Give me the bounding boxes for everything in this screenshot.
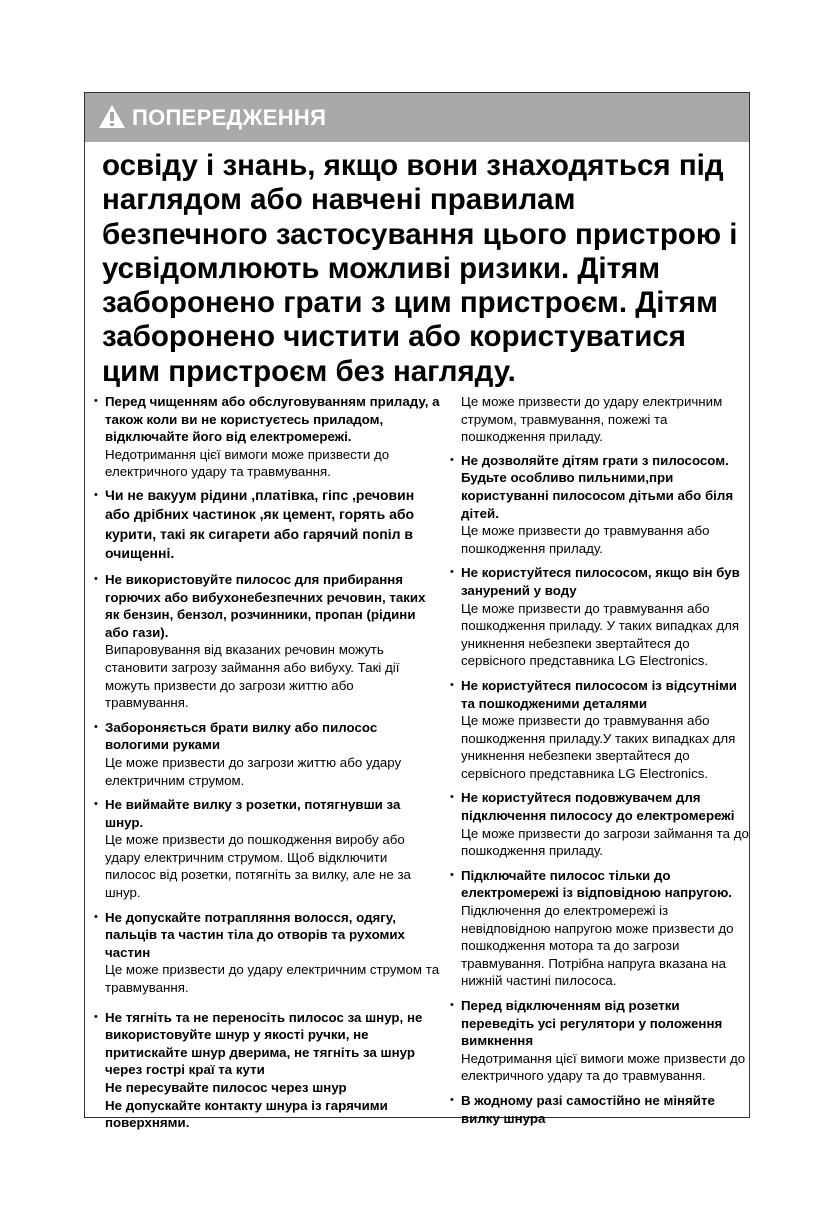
item-bold: Не користуйтеся подовжувачем для підключення пилососу до електромережі xyxy=(461,790,735,824)
warning-section xyxy=(84,92,750,1131)
list-item: • Не виймайте вилку з розетки, потягнувши за шнур. Це може призвести до пошкодження виробу або удару електричним струмом. Щоб відключити пилосос від розетки, потягніть за вилку, але не за шнур. xyxy=(93,796,441,902)
right-column xyxy=(449,393,749,1134)
warning-triangle-icon xyxy=(98,104,126,129)
item-text: Це може призвести до загрози життю або удару електричним струмом. xyxy=(105,754,402,788)
list-item: • Не тягніть та не переносіть пилосос за шнур, не використовуйте шнур у якості ручки, не притискайте шнур дверима, не тягніть за шнур через гострі краї та кути Не пересувайте пилосос через шнур Не допускайте контакту шнура із гарячими поверхнями. xyxy=(93,1009,441,1132)
banner-title: ПОПЕРЕДЖЕННЯ xyxy=(132,105,327,130)
item-bold: Не користуйтеся пилососом, якщо він був занурений у воду xyxy=(461,565,740,598)
list-item: • Не використовуйте пилосос для прибирання горючих або вибухонебезпечних речовин, таких як бензин, бензол, розчинники, пропан (рідини або гази). Випаровування від вказаних речовин можуть становити загрозу займання або вибуху. Такі дії можуть призвести до загрози життю або травмування. xyxy=(93,571,441,712)
list-item: • Забороняється брати вилку або пилосос вологими руками Це може призвести до загрози життю або удару електричним струмом. xyxy=(93,719,441,789)
item-bold: Не пересувайте пилосос через шнур xyxy=(105,1080,347,1095)
item-bold: Чи не вакуум рідини ,платівка, гіпс ,речовин або дрібних частинок ,як цемент, горять або курити, такі як сигарети або гарячий попіл в очищенні. xyxy=(105,486,415,562)
list-item: • Перед відключенням від розетки переведіть усі регулятори у положення вимкнення Недотримання цієї вимоги може призвести до електричного удару та до травмування. xyxy=(449,997,749,1085)
left-column xyxy=(93,393,441,1139)
item-bold: Не дозволяйте дітям грати з пилососом. Будьте особливо пильними,при користуванні пилососом дітьми або біля дітей. xyxy=(461,452,734,521)
list-item: • Не дозволяйте дітям грати з пилососом. Будьте особливо пильними,при користуванні пилососом дітьми або біля дітей. Це може призвести до травмування або пошкодження приладу. xyxy=(449,452,749,558)
list-item: • Підключайте пилосос тільки до електромережі із відповідною напругою. Підключення до електромережі із невідповідною напругою може призвести до пошкодження мотора та до загрози травмування. Потрібна напруга вказана на нижній частині пилососа. xyxy=(449,867,749,990)
item-bold: Не допускайте контакту шнура із гарячими поверхнями. xyxy=(105,1097,388,1131)
list-item: • Не допускайте потрапляння волосся, одягу, пальців та частин тіла до отворів та рухомих частин Це може призвести до удару електричним струмом та травмування. xyxy=(94,909,440,996)
item-text: Це може призвести до загрози займання та до пошкодження приладу. xyxy=(461,825,749,859)
item-bold: Не користуйтеся пилососом із відсутніми та пошкодженими деталями xyxy=(461,677,737,711)
list-item: • В жодному разі самостійно не міняйте вилку шнура xyxy=(449,1092,749,1127)
list-item: • Не користуйтеся подовжувачем для підключення пилососу до електромережі Це може призвести до загрози займання та до пошкодження приладу. xyxy=(450,790,749,859)
item-bold: В жодному разі самостійно не міняйте вилку шнура xyxy=(461,1092,715,1126)
item-text: Це може призвести до травмування або пошкодження приладу. У таких випадках для уникнення небезпеки звертайтеся до сервісного представника LG Electronics. xyxy=(461,600,740,669)
list-item: • Чи не вакуум рідини ,платівка, гіпс ,речовин або дрібних частинок ,як цемент, горять або курити, такі як сигарети або гарячий попіл в очищенні. xyxy=(93,486,441,564)
intro-text: освіду і знань, якщо вони знаходяться під наглядом або навчені правилам безпечного застосування цього пристрою і усвідомлюють можливі ризики. Дітям заборонено грати з цим пристроєм. Дітям заборонено чистити або користуватися цим пристроєм без нагляду. xyxy=(102,149,738,388)
item-bold: Перед чищенням або обслуговуванням приладу, а також коли ви не користуєтесь приладом, відключайте його від електромережі. xyxy=(105,394,440,445)
continued-text: Це може призвести до удару електричним струмом, травмування, пожежі та пошкодження приладу. xyxy=(461,394,723,445)
item-text: Це може призвести до травмування або пошкодження приладу.У таких випадках для уникнення небезпеки звертайтеся до сервісного представника LG Electronics. xyxy=(461,713,736,781)
item-bold: Не тягніть та не переносіть пилосос за шнур, не використовуйте шнур у якості ручки, не притискайте шнур дверима, не тягніть за шнур через гострі краї та кути xyxy=(105,1009,423,1078)
item-bold: Не виймайте вилку з розетки, потягнувши за шнур. xyxy=(105,797,401,830)
item-bold: Перед відключенням від розетки переведіть усі регулятори у положення вимкнення xyxy=(461,998,723,1049)
item-text: Це може призвести до пошкодження виробу або удару електричним струмом. Щоб відключити пилосос від розетки, потягніть за вилку, але не за шнур. xyxy=(105,832,411,901)
item-text: Недотримання цієї вимоги може призвести до електричного удару та до травмування. xyxy=(461,1050,746,1084)
item-text: Недотримання цієї вимоги може призвести до електричного удару та травмування. xyxy=(105,446,390,480)
item-bold: Підключайте пилосос тільки до електромережі із відповідною напругою. xyxy=(461,867,732,901)
list-item: • Перед чищенням або обслуговуванням приладу, а також коли ви не користуєтесь приладом, відключайте його від електромережі. Недотримання цієї вимоги може призвести до електричного удару та травмування. xyxy=(94,394,440,480)
item-bold: Не допускайте потрапляння волосся, одягу, пальців та частин тіла до отворів та рухомих частин xyxy=(105,909,405,960)
item-bold: Забороняється брати вилку або пилосос вологими руками xyxy=(105,719,378,753)
list-item: • Не користуйтеся пилососом, якщо він був занурений у воду Це може призвести до травмування або пошкодження приладу. У таких випадках для уникнення небезпеки звертайтеся до сервісного представника LG Electronics. xyxy=(449,564,749,670)
item-text: Це може призвести до удару електричним струмом та травмування. xyxy=(105,962,440,996)
list-item: • Не користуйтеся пилососом із відсутніми та пошкодженими деталями Це може призвести до травмування або пошкодження приладу.У таких випадках для уникнення небезпеки звертайтеся до сервісного представника LG Electronics. xyxy=(449,677,749,783)
item-bold: Не використовуйте пилосос для прибирання горючих або вибухонебезпечних речовин, таких як бензин, бензол, розчинники, пропан (рідини або гази). xyxy=(105,571,426,640)
item-text: Випаровування від вказаних речовин можуть становити загрозу займання або вибуху. Такі дії можуть призвести до загрози життю або травмування. xyxy=(105,642,400,711)
item-text: Підключення до електромережі із невідповідною напругою може призвести до пошкодження мотора та до загрози травмування. Потрібна напруга вказана на нижній частині пилососа. xyxy=(461,903,734,989)
item-text: Це може призвести до травмування або пошкодження приладу. xyxy=(461,523,710,556)
warning-banner xyxy=(85,93,749,142)
